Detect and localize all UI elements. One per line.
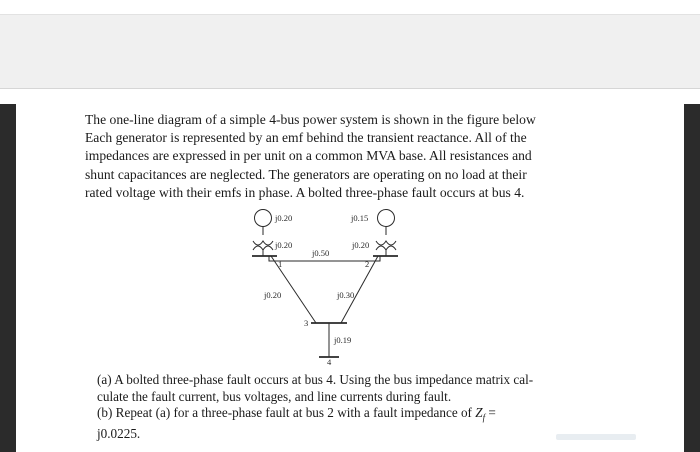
fault-impedance-subscript: f [482, 412, 486, 423]
right-dark-margin [684, 104, 700, 452]
intro-line: Each generator is represented by an emf behind the transient reactance. All of the [85, 130, 527, 146]
top-band [0, 0, 700, 15]
bus-1-number: 1 [278, 259, 283, 269]
line-3-4-label: j0.19 [334, 335, 352, 345]
bus-4-number: 4 [327, 357, 332, 365]
line-2-3-label: j0.30 [337, 290, 355, 300]
intro-line: The one-line diagram of a simple 4-bus power system is shown in the figure below [85, 112, 536, 127]
header-gray-area [0, 15, 700, 88]
gen1-reactance-label: j0.20 [275, 213, 293, 223]
part-a-line: culate the fault current, bus voltages, and line currents during fault. [97, 388, 452, 404]
fault-impedance-Z: Z [475, 405, 483, 421]
problem-questions [97, 372, 597, 443]
part-b-value: j0.0225. [97, 426, 141, 442]
generator-2-symbol [378, 210, 395, 227]
part-b-line [97, 405, 597, 426]
transformer2-reactance-label: j0.20 [352, 240, 370, 250]
intro-line: rated voltage with their emfs in phase. A bolted three-phase fault occurs at bus 4. [85, 184, 525, 200]
transformer1-reactance-label: j0.20 [275, 240, 293, 250]
part-a-line: (a) A bolted three-phase fault occurs at bus 4. Using the bus impedance matrix cal- [97, 372, 534, 387]
left-dark-margin [0, 104, 16, 452]
gen2-reactance-label: j0.15 [351, 213, 369, 223]
transformer-1-symbol [253, 241, 273, 245]
problem-intro [85, 111, 605, 202]
one-line-diagram [249, 205, 404, 365]
part-b-prefix: (b) Repeat (a) for a three-phase fault at bus 2 with a fault impedance of [97, 405, 472, 421]
line-1-3-label: j0.20 [264, 290, 282, 300]
transformer-2-symbol [376, 241, 396, 245]
part-b-equals: = [488, 405, 496, 421]
document-page [16, 104, 684, 452]
intro-line: shunt capacitances are neglected. The generators are operating on no load at their [85, 166, 527, 182]
intro-line: impedances are expressed in per unit on a common MVA base. All resistances and [85, 148, 532, 164]
bus-2-number: 2 [365, 259, 370, 269]
faint-scroll-indicator [556, 434, 636, 440]
header-divider [0, 88, 700, 89]
generator-1-symbol [255, 210, 272, 227]
fault-impedance-symbol [475, 405, 486, 423]
bus-3-number: 3 [304, 318, 309, 328]
line-1-2-label: j0.50 [312, 248, 330, 258]
